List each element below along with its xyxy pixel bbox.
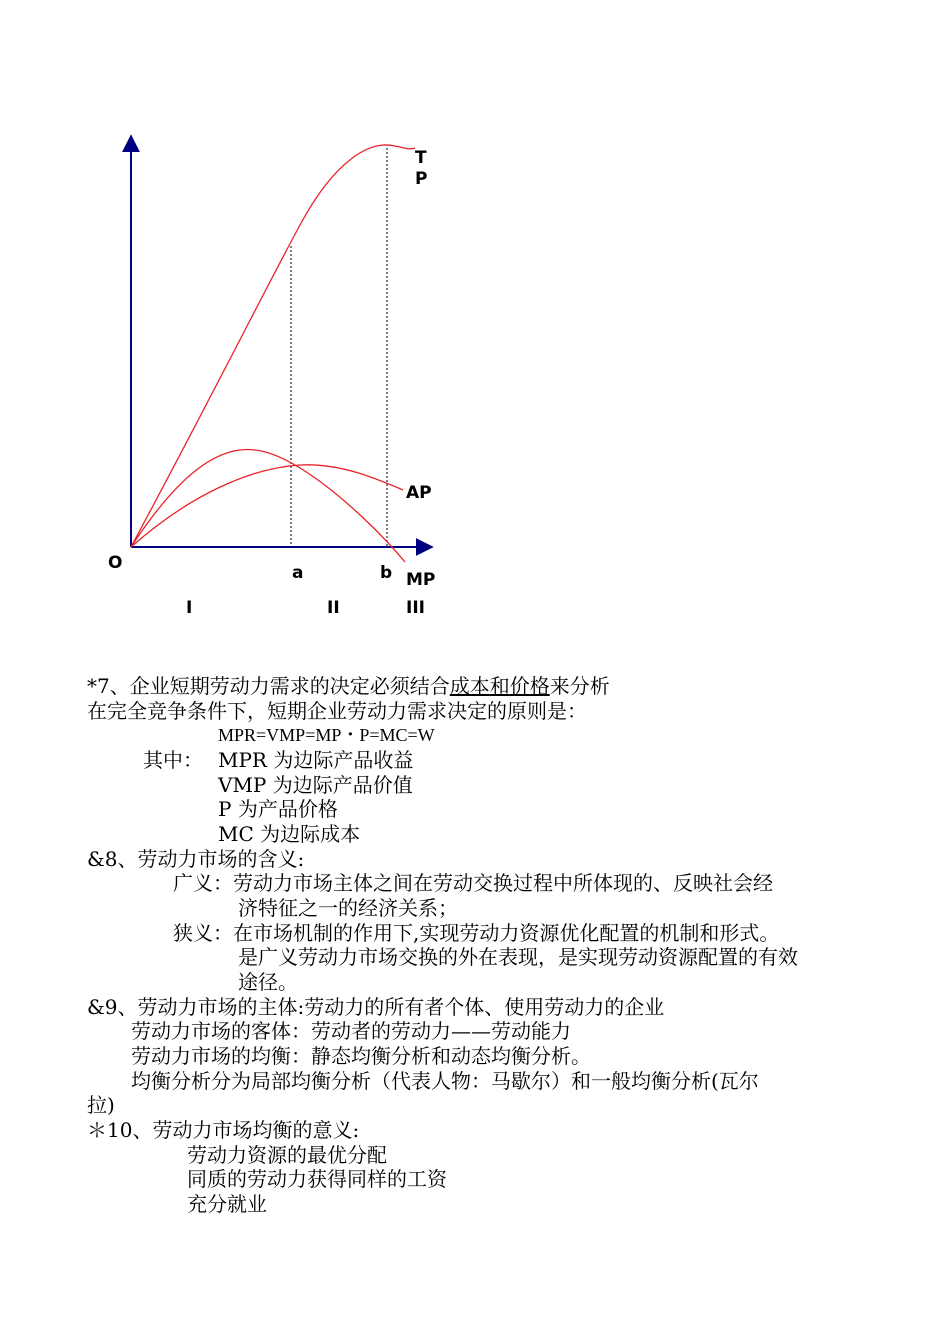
market-equilibrium: 劳动力市场的均衡：静态均衡分析和动态均衡分析。 xyxy=(131,1044,591,1068)
def-vmp: VMP 为边际产品价值 xyxy=(218,773,413,797)
market-object: 劳动力市场的客体：劳动者的劳动力——劳动能力 xyxy=(131,1019,571,1043)
meaning-1: 劳动力资源的最优分配 xyxy=(187,1143,387,1167)
meaning-3: 充分就业 xyxy=(187,1192,267,1216)
narrow-definition: 狭义：在市场机制的作用下,实现劳动力资源优化配置的机制和形式。 xyxy=(173,921,780,945)
underlined-price: 价格 xyxy=(509,674,550,698)
underlined-cost: 成本 xyxy=(449,674,490,698)
tp-label-t: T xyxy=(415,148,427,168)
equilibrium-analysis: 均衡分析分为局部均衡分析（代表人物：马歇尔）和一般均衡分析(瓦尔 xyxy=(131,1069,759,1093)
def-mpr: MPR 为边际产品收益 xyxy=(218,748,414,772)
def-mc: MC 为边际成本 xyxy=(218,822,361,846)
broad-definition-cont: 济特征之一的经济关系； xyxy=(238,896,458,920)
production-curves-diagram xyxy=(0,0,950,640)
stage-3-label: III xyxy=(406,598,425,618)
ap-label: AP xyxy=(406,483,432,503)
point-b-label: b xyxy=(380,563,393,583)
broad-definition: 广义：劳动力市场主体之间在劳动交换过程中所体现的、反映社会经 xyxy=(173,871,773,895)
narrow-definition-cont-1: 是广义劳动力市场交换的外在表现，是实现劳动资源配置的有效 xyxy=(238,945,798,969)
line-9-heading: &9、劳动力市场的主体:劳动力的所有者个体、使用劳动力的企业 xyxy=(87,995,665,1019)
line-10-heading: ＊10、劳动力市场均衡的意义: xyxy=(87,1118,360,1142)
line-8-heading: &8、劳动力市场的含义: xyxy=(87,847,305,871)
mp-label: MP xyxy=(406,570,436,590)
equilibrium-analysis-cont: 拉) xyxy=(87,1093,115,1117)
point-a-label: a xyxy=(292,563,304,583)
ap-curve xyxy=(131,465,403,547)
stage-2-label: II xyxy=(327,598,340,618)
meaning-2: 同质的劳动力获得同样的工资 xyxy=(187,1167,447,1191)
def-p: P 为产品价格 xyxy=(218,797,338,821)
tp-label-p: P xyxy=(415,169,428,189)
line-where: 其中： xyxy=(143,748,203,772)
origin-label: O xyxy=(108,553,123,573)
stage-1-label: I xyxy=(186,598,193,618)
mp-curve xyxy=(131,450,405,562)
line-principle: 在完全竞争条件下，短期企业劳动力需求决定的原则是： xyxy=(87,699,587,723)
narrow-definition-cont-2: 途径。 xyxy=(238,970,298,994)
line-formula: MPR=VMP=MP・P=MC=W xyxy=(218,725,435,745)
tp-curve xyxy=(131,145,415,547)
line-7-heading: *7、企业短期劳动力需求的决定必须结合成本和价格来分析 xyxy=(87,674,610,698)
